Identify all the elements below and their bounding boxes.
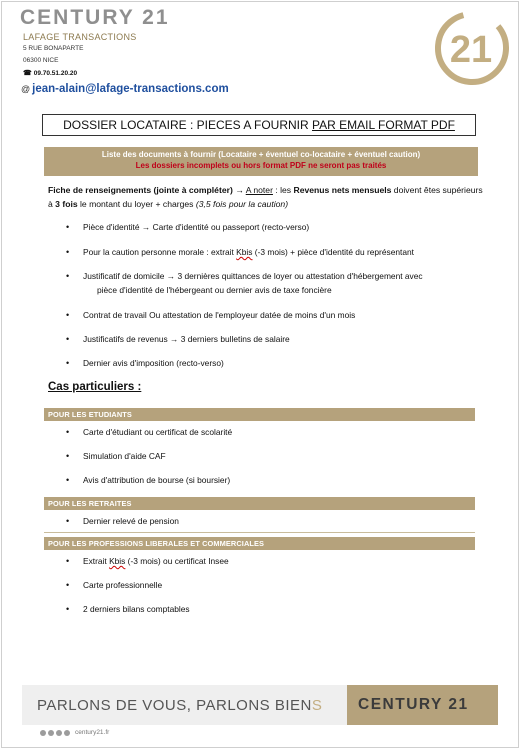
at-icon: @ [21, 84, 31, 94]
bullet: • [66, 451, 70, 461]
list-item-text: Pièce d'identité → Carte d'identité ou passeport (recto-verso) [83, 222, 310, 232]
address-line-2: 06300 NICE [23, 57, 59, 64]
intro-text-1: : les [272, 185, 294, 195]
list-item-text: Contrat de travail Ou attestation de l'employeur datée de moins d'un mois [83, 310, 356, 320]
list-item-continuation: pièce d'identité de l'hébergeant ou dernier avis de taxe foncière [97, 285, 332, 295]
list-item-text: 2 derniers bilans comptables [83, 604, 190, 614]
list-item-text: Justificatif de domicile → 3 dernières quittances de loyer ou attestation d'hébergement avec [83, 271, 423, 281]
footer-slogan [37, 697, 322, 714]
list-item [66, 473, 483, 487]
slogan-last-letter: S [311, 697, 323, 714]
intro-paragraph [48, 183, 488, 211]
linkedin-icon[interactable] [64, 730, 70, 736]
phone-icon: ☎ [23, 70, 32, 77]
intro-text-3: le montant du loyer + charges [77, 199, 196, 209]
list-item-text: (-3 mois) ou certificat Insee [125, 556, 229, 566]
bullet: • [66, 580, 70, 590]
bullet: • [66, 556, 70, 566]
list-item-text: Dernier avis d'imposition (recto-verso) [83, 358, 224, 368]
bullet: • [66, 604, 70, 614]
youtube-icon[interactable] [56, 730, 62, 736]
bullet: • [66, 271, 70, 281]
bullet: • [66, 475, 70, 485]
brand-logo-text: CENTURY 21 [20, 6, 170, 29]
bullet: • [66, 334, 70, 344]
seal-number: 21 [449, 29, 493, 71]
intro-note-label: A noter [245, 185, 273, 195]
phone-line [23, 69, 77, 77]
document-title [42, 114, 476, 136]
twitter-icon[interactable] [48, 730, 54, 736]
bullet: • [66, 516, 70, 526]
bullet: • [66, 222, 70, 232]
list-item [66, 332, 483, 346]
list-item-text: Justificatifs de revenus → 3 derniers bulletins de salaire [83, 334, 290, 344]
list-item [66, 356, 483, 370]
section-divider [44, 532, 475, 533]
section-header-retraites: POUR LES RETRAITES [44, 497, 475, 510]
list-item-text: Avis d'attribution de bourse (si boursier) [83, 475, 231, 485]
cas-particuliers-heading: Cas particuliers : [48, 381, 142, 393]
list-item-text: Extrait [83, 556, 110, 566]
list-item-kbis: Kbis [109, 556, 126, 566]
list-item [66, 578, 483, 592]
facebook-icon[interactable] [40, 730, 46, 736]
century21-seal-logo [432, 8, 512, 88]
list-item [66, 449, 483, 463]
bullet: • [66, 358, 70, 368]
intro-bold-2: Revenus nets mensuels [293, 185, 392, 195]
section-header-etudiants: POUR LES ETUDIANTS [44, 408, 475, 421]
email-line [21, 83, 229, 95]
intro-bold-1: Fiche de renseignements (jointe à compléter) [48, 185, 233, 195]
email-link[interactable]: jean-alain@lafage-transactions.com [32, 83, 229, 95]
banner-warning: Les dossiers incomplets ou hors format PDF ne seront pas traités [135, 161, 387, 170]
list-item [66, 308, 483, 322]
list-item [66, 425, 483, 439]
list-item-text: (-3 mois) + pièce d'identité du représentant [252, 247, 414, 257]
list-item [66, 514, 483, 528]
address-line-1: 5 RUE BONAPARTE [23, 45, 84, 52]
list-item-text: Simulation d'aide CAF [83, 451, 166, 461]
title-part-2: PAR EMAIL FORMAT PDF [312, 118, 455, 132]
bullet: • [66, 247, 70, 257]
list-item [66, 245, 483, 259]
documents-banner [44, 147, 478, 176]
list-item-text: Carte d'étudiant ou certificat de scolarité [83, 427, 233, 437]
banner-line-1: Liste des documents à fournir (Locataire + éventuel co-locataire + éventuel caution) [101, 150, 421, 159]
phone-number[interactable]: 09.70.51.20.20 [33, 70, 78, 77]
list-item-text: Pour la caution personne morale : extrait [83, 247, 237, 257]
slogan-text: PARLONS DE VOUS, PARLONS BIEN [37, 697, 312, 714]
list-item [66, 220, 483, 234]
list-item [66, 602, 483, 616]
title-part-1: DOSSIER LOCATAIRE : PIECES A FOURNIR [63, 118, 313, 132]
intro-italic: (3,5 fois pour la caution) [195, 199, 289, 209]
list-item-kbis: Kbis [236, 247, 253, 257]
list-item-text: Carte professionnelle [83, 580, 163, 590]
footer-brand-text: CENTURY 21 [358, 696, 469, 713]
footer-website-link[interactable]: century21.fr [75, 729, 110, 736]
intro-bold-3: 3 fois [55, 199, 78, 209]
footer-social [40, 729, 109, 736]
bullet: • [66, 310, 70, 320]
agency-name: LAFAGE TRANSACTIONS [23, 32, 137, 42]
intro-arrow: → [232, 185, 246, 195]
list-item [66, 554, 483, 568]
intro-text-2: doivent êtes supérieurs à [48, 185, 483, 209]
section-header-professions: POUR LES PROFESSIONS LIBERALES ET COMMERCIALES [44, 537, 475, 550]
list-item [66, 269, 483, 297]
list-item-text: Dernier relevé de pension [83, 516, 179, 526]
bullet: • [66, 427, 70, 437]
